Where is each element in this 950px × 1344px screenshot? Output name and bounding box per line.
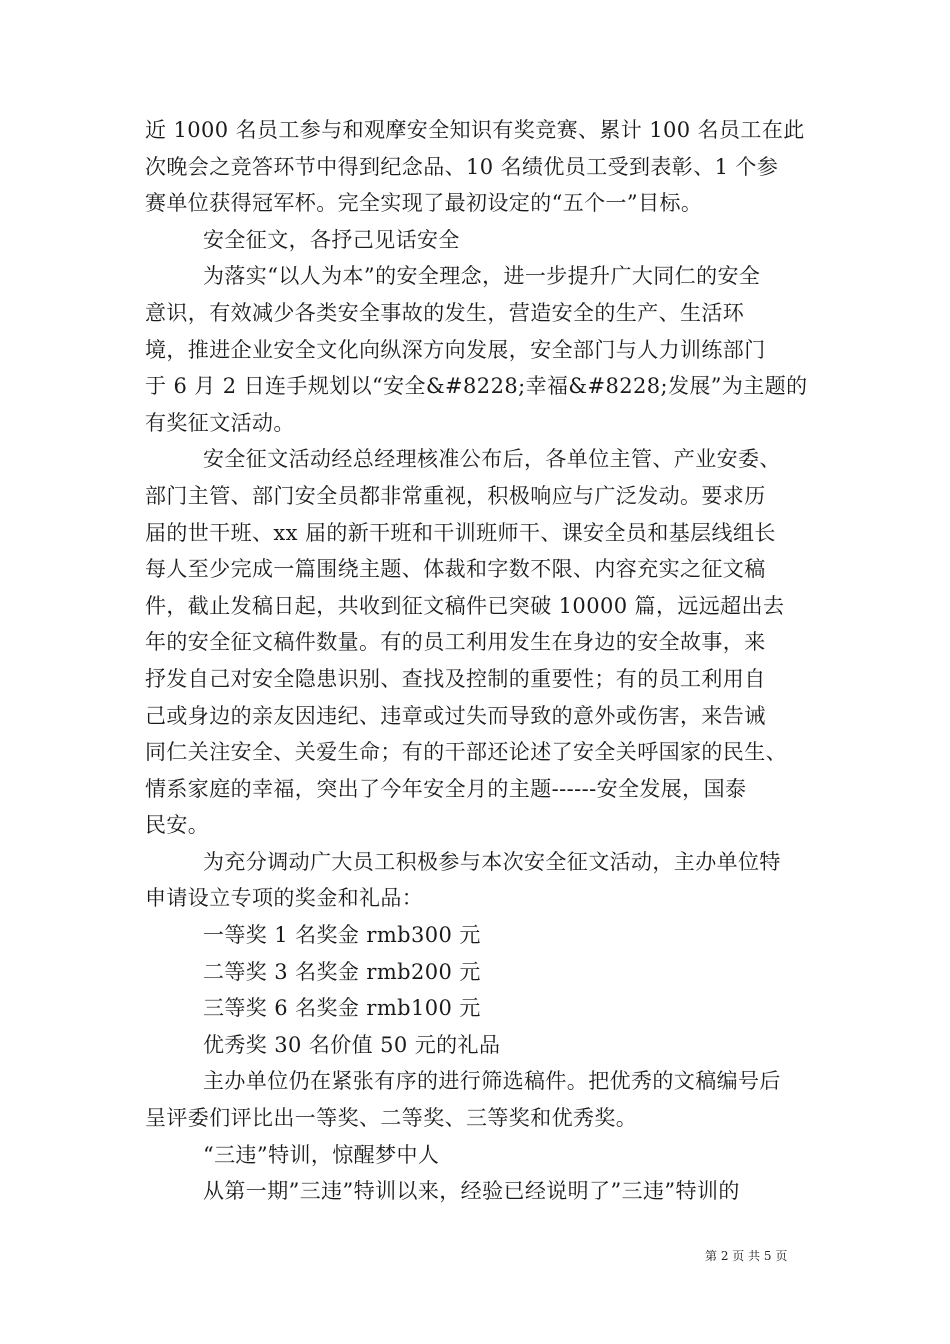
text-line: 为落实“以人为本”的安全理念，进一步提升广大同仁的安全 (203, 264, 761, 289)
text-line: 安全征文活动经总经理核准公布后，各单位主管、产业安委、 (203, 447, 781, 472)
page-number: 第 2 页 共 5 页 (705, 1249, 788, 1263)
text-line: 每人至少完成一篇围绕主题、体裁和字数不限、内容充实之征文稿 (145, 557, 766, 582)
text-line: 从第一期”三违”特训以来，经验已经说明了”三违”特训的 (203, 1179, 740, 1204)
text-line: 同仁关注安全、关爱生命；有的干部还论述了安全关呼国家的民生、 (145, 740, 787, 765)
text-line: 三等奖 6 名奖金 rmb100 元 (203, 996, 481, 1021)
text-line: 优秀奖 30 名价值 50 元的礼品 (203, 1032, 501, 1057)
text-line: 次晚会之竞答环节中得到纪念品、10 名绩优员工受到表彰、1 个参 (145, 154, 779, 179)
document-body (145, 112, 810, 1210)
text-line: 主办单位仍在紧张有序的进行筛选稿件。把优秀的文稿编号后 (203, 1069, 781, 1094)
text-line: 为充分调动广大员工积极参与本次安全征文活动，主办单位特 (203, 849, 781, 874)
text-line: 抒发自己对安全隐患识别、查找及控制的重要性；有的员工利用自 (145, 666, 766, 691)
text-line: “三违”特训，惊醒梦中人 (203, 1142, 440, 1167)
text-line: 届的世干班、xx 届的新干班和干训班师干、课安全员和基层线组长 (145, 520, 776, 545)
text-line: 呈评委们评比出一等奖、二等奖、三等奖和优秀奖。 (145, 1106, 638, 1131)
text-line: 有奖征文活动。 (145, 410, 295, 435)
text-line: 件，截止发稿日起，共收到征文稿件已突破 10000 篇，远远超出去 (145, 593, 785, 618)
text-line: 年的安全征文稿件数量。有的员工利用发生在身边的安全故事，来 (145, 630, 766, 655)
text-line: 情系家庭的幸福，突出了今年安全月的主题------安全发展，国泰 (145, 776, 747, 801)
text-line: 近 1000 名员工参与和观摩安全知识有奖竞赛、累计 100 名员工在此 (145, 118, 805, 142)
text-line: 安全征文，各抒己见话安全 (203, 227, 460, 252)
text-line: 民安。 (145, 813, 210, 838)
text-line: 赛单位获得冠军杯。完全实现了最初设定的“五个一”目标。 (145, 191, 703, 216)
text-line: 一等奖 1 名奖金 rmb300 元 (203, 923, 481, 948)
text-line: 二等奖 3 名奖金 rmb200 元 (203, 959, 481, 984)
text-line: 境，推进企业安全文化向纵深方向发展，安全部门与人力训练部门 (145, 337, 766, 362)
text-line: 部门主管、部门安全员都非常重视，积极响应与广泛发动。要求历 (145, 483, 766, 508)
text-line: 申请设立专项的奖金和礼品： (145, 886, 424, 911)
text-line: 己或身边的亲友因违纪、违章或过失而导致的意外或伤害，来告诫 (145, 703, 766, 728)
text-line: 意识，有效减少各类安全事故的发生，营造安全的生产、生活环 (145, 300, 745, 325)
text-line: 于 6 月 2 日连手规划以“安全&#8228;幸福&#8228;发展”为主题的 (145, 374, 808, 399)
